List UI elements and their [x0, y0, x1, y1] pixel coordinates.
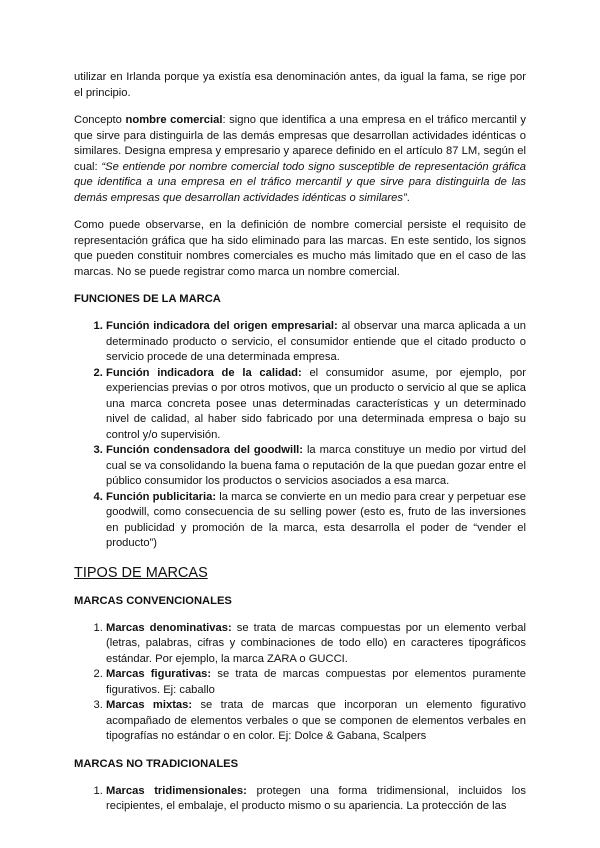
funcion-title: Función condensadora del goodwill:	[106, 444, 304, 456]
funcion-text: el consumidor asume, por ejemplo, por experiencias previas o por otros motivos, que un producto o servicio al que se aplica una marca concreta posee unas determinadas características y un determinado nivel de calidad, al haber sido fabricado por una determinada empresa o bajo su control y/o supervisión.	[106, 366, 526, 441]
marca-title: Marcas denominativas:	[106, 621, 232, 634]
nc-end: .	[406, 191, 410, 204]
funcion-title: Función indicadora del origen empresarial:	[106, 320, 338, 332]
funcion-text: la marca constituye un medio por virtud del cual se va consolidando la buena fama o reputación de la que puedan gozar entre el público consumidor los productos o servicios asociados a esa marca.	[106, 444, 526, 487]
funcion-item	[106, 319, 526, 366]
observacion-paragraph: Como puede observarse, en la definición de nombre comercial persiste el requisito de representación gráfica que ha sido eliminado para las marcas. En este sentido, los signos que pueden constituir nombres comerciales es mucho más limitado que en el caso de las marcas. No se puede registrar como marca un nombre comercial.	[74, 219, 526, 278]
marca-item	[106, 698, 526, 745]
funcion-item	[106, 443, 526, 490]
no-tradicionales-list	[74, 784, 526, 815]
marca-title: Marcas mixtas:	[106, 699, 193, 711]
marca-text: protegen una forma tridimensional, incluidos los recipientes, el embalaje, el producto mismo o su apariencia. La protección de las	[106, 784, 526, 812]
marca-item	[106, 667, 526, 698]
intro-paragraph: utilizar en Irlanda porque ya existía esa denominación antes, da igual la fama, se rige por el principio.	[74, 71, 526, 99]
funcion-title: Función publicitaria:	[106, 490, 217, 503]
marca-text: se trata de marcas compuestas por un elemento verbal (letras, palabras, cifras y combinaciones de todo ello) en caracteres tipográficos estándar. Por ejemplo, la marca ZARA o GUCCI.	[106, 621, 526, 665]
marca-text: se trata de marcas compuestas por elementos puramente figurativos. Ej: caballo	[106, 668, 526, 696]
tipos-heading: TIPOS DE MARCAS	[74, 564, 208, 581]
funcion-item	[106, 366, 526, 444]
nc-body: : signo que identifica a una empresa en el tráfico mercantil y que sirve para distinguirla de las demás empresas que desarrollan actividades idénticas o similares. Designa empresa y empresario y aparece definido en el artículo 87 LM, según el cual:	[74, 114, 527, 173]
nc-lead: Concepto	[74, 114, 126, 126]
funciones-list	[74, 319, 526, 552]
funcion-item	[106, 490, 526, 552]
no-tradicionales-heading: MARCAS NO TRADICIONALES	[74, 757, 239, 770]
marca-title: Marcas tridimensionales:	[106, 784, 247, 797]
convencionales-list	[74, 621, 526, 745]
marca-text: se trata de marcas que incorporan un elemento figurativo acompañado de elementos verbales o que se componen de elementos verbales en tipografías no estándar o en color. Ej: Dolce & Gabana, Scalpers	[106, 699, 527, 742]
funcion-title: Función indicadora de la calidad:	[106, 366, 302, 379]
funciones-heading: FUNCIONES DE LA MARCA	[74, 293, 221, 305]
nc-quote: “Se entiende por nombre comercial todo signo susceptible de representación gráfica que identifica a una empresa en el tráfico mercantil y que sirve para distinguirla de las demás empresas que desarrollan actividades idénticas o similares”	[74, 160, 526, 204]
marca-item	[106, 784, 526, 815]
nc-term: nombre comercial	[125, 114, 223, 126]
funcion-text: al observar una marca aplicada a un determinado producto o servicio, el consumidor entiende que el citado producto o servicio procede de una determinada empresa.	[106, 320, 526, 363]
nombre-comercial-paragraph	[74, 113, 526, 206]
funcion-text: la marca se convierte en un medio para crear y perpetuar ese goodwill, como consecuencia de su selling power (esto es, fruto de las inversiones en publicidad y promoción de la marca, esta desarrolla el poder de “vender el producto”)	[106, 490, 527, 549]
convencionales-heading: MARCAS CONVENCIONALES	[74, 594, 232, 607]
marca-item	[106, 621, 526, 668]
marca-title: Marcas figurativas:	[106, 668, 212, 680]
